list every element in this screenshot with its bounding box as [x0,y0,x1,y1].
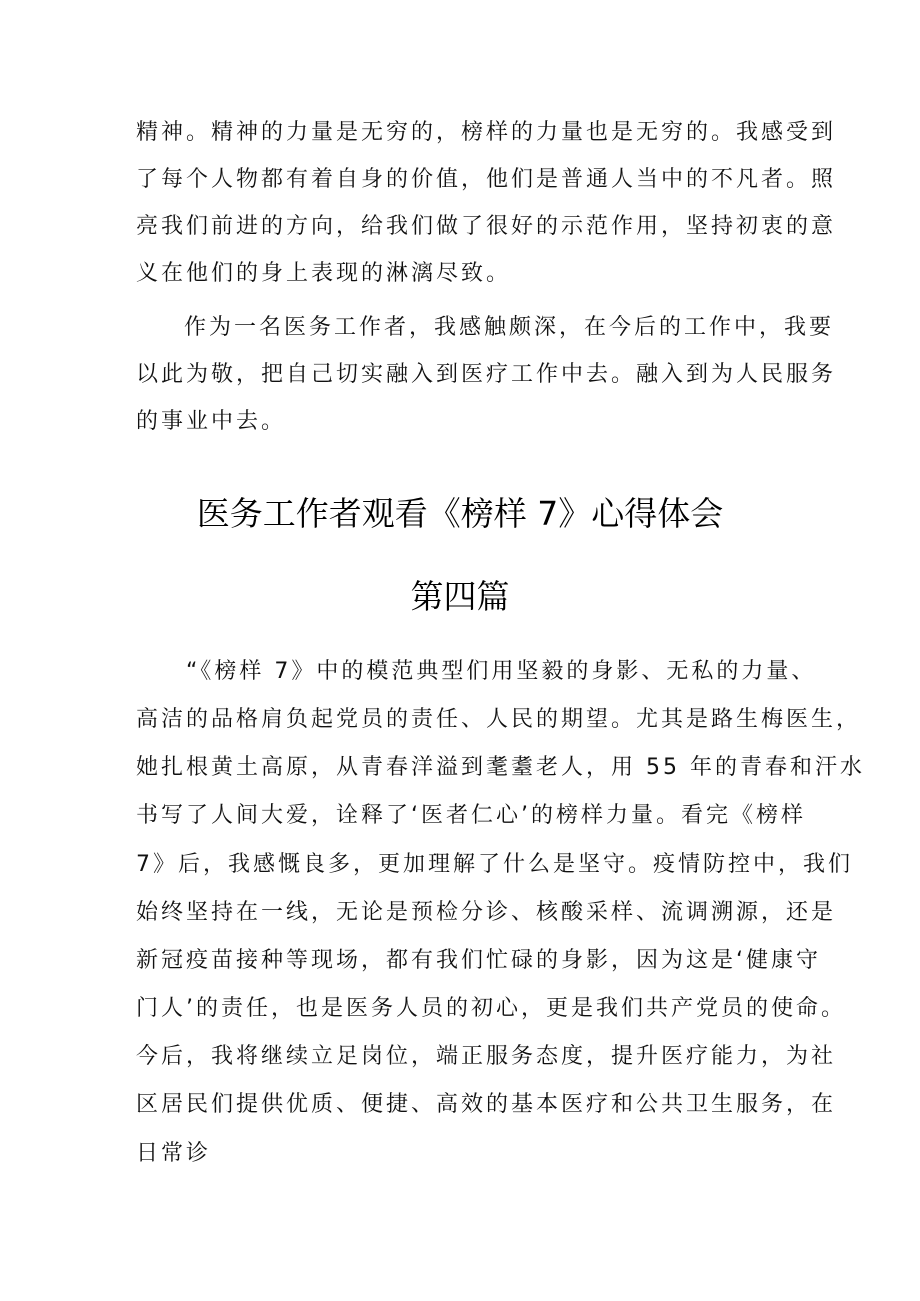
paragraph-3-line-11: 日常诊 [136,1141,212,1166]
paragraph-3-line-7: 新冠疫苗接种等现场，都有我们忙碌的身影，因为这是‘健康守 [136,948,821,973]
page-subtitle: 第四篇 [410,577,510,616]
paragraph-3-line-4: 书写了人间大爱，诠释了‘医者仁心’的榜样力量。看完《榜样 [136,803,806,828]
page-title: 医务工作者观看《榜样 7》心得体会 [196,494,724,533]
paragraph-1-line-4: 义在他们的身上表现的淋漓尽致。 [136,261,512,286]
paragraph-3-line-2: 高洁的品格肩负起党员的责任、人民的期望。尤其是路生梅医生， [136,707,862,732]
paragraph-3-line-5: 7》后，我感慨良多，更加理解了什么是坚守。疫情防控中，我们 [136,852,853,877]
paragraph-3-line-3: 她扎根黄土高原，从青春洋溢到耄耋老人，用 55 年的青春和汗水 [136,755,865,780]
paragraph-3-line-10: 区居民们提供优质、便捷、高效的基本医疗和公共卫生服务，在 [136,1092,837,1117]
paragraph-3-line-9: 今后，我将继续立足岗位，端正服务态度，提升医疗能力，为社 [136,1044,837,1069]
paragraph-1-line-3: 亮我们前进的方向，给我们做了很好的示范作用，坚持初衷的意 [136,214,837,239]
paragraph-2-line-3: 的事业中去。 [136,409,287,434]
paragraph-3-line-1: “《榜样 7》中的模范典型们用坚毅的身影、无私的力量、 [186,659,817,684]
paragraph-3-line-8: 门人’的责任，也是医务人员的初心，更是我们共产党员的使命。 [136,996,846,1021]
paragraph-2-line-1: 作为一名医务工作者，我感触颇深，在今后的工作中，我要 [184,315,835,340]
paragraph-2-line-2: 以此为敬，把自己切实融入到医疗工作中去。融入到为人民服务 [136,362,837,387]
paragraph-1-line-1: 精神。精神的力量是无穷的，榜样的力量也是无穷的。我感受到 [136,120,837,145]
paragraph-1-line-2: 了每个人物都有着自身的价值，他们是普通人当中的不凡者。照 [136,167,837,192]
paragraph-3-line-6: 始终坚持在一线，无论是预检分诊、核酸采样、流调溯源，还是 [136,900,837,925]
